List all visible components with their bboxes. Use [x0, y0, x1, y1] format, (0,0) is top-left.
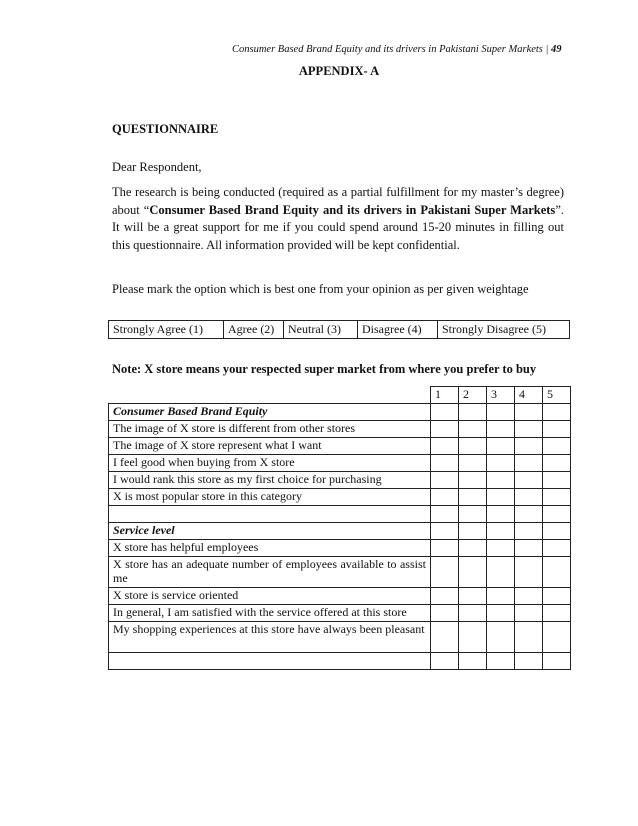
scale-strongly-agree: Strongly Agree (1) — [109, 321, 224, 339]
spacer-cell — [431, 506, 459, 523]
rating-cell-2[interactable] — [459, 472, 487, 489]
rating-col-5: 5 — [543, 387, 571, 404]
spacer-cell — [431, 653, 459, 670]
question-row — [109, 605, 571, 622]
question-row — [109, 472, 571, 489]
intro-bold-title: Consumer Based Brand Equity and its drivers in Pakistani Super Markets — [149, 202, 556, 217]
section-blank-cell — [543, 404, 571, 421]
rating-cell-3[interactable] — [487, 438, 515, 455]
rating-cell-4[interactable] — [515, 438, 543, 455]
section-title-brand-equity: Consumer Based Brand Equity — [109, 404, 431, 421]
rating-cell-3[interactable] — [487, 489, 515, 506]
question-row — [109, 438, 571, 455]
spacer-cell — [543, 653, 571, 670]
section-blank-cell — [431, 404, 459, 421]
rating-cell-4[interactable] — [515, 540, 543, 557]
header-blank-cell — [109, 387, 431, 404]
rating-cell-1[interactable] — [431, 605, 459, 622]
rating-cell-5[interactable] — [543, 472, 571, 489]
rating-cell-5[interactable] — [543, 540, 571, 557]
questionnaire-title: QUESTIONNAIRE — [112, 122, 219, 136]
question-text: In general, I am satisfied with the service offered at this store — [109, 605, 431, 622]
rating-cell-5[interactable] — [543, 421, 571, 438]
rating-cell-5[interactable] — [543, 622, 571, 653]
rating-cell-5[interactable] — [543, 588, 571, 605]
rating-cell-3[interactable] — [487, 455, 515, 472]
question-text: X store is service oriented — [109, 588, 431, 605]
spacer-cell — [459, 506, 487, 523]
rating-cell-2[interactable] — [459, 557, 487, 588]
question-text: The image of X store represent what I want — [109, 438, 431, 455]
rating-header-row — [109, 387, 571, 404]
rating-cell-3[interactable] — [487, 472, 515, 489]
rating-cell-3[interactable] — [487, 605, 515, 622]
rating-cell-4[interactable] — [515, 489, 543, 506]
section-row — [109, 404, 571, 421]
section-row — [109, 523, 571, 540]
appendix-title: APPENDIX- A — [298, 64, 380, 78]
rating-cell-2[interactable] — [459, 588, 487, 605]
rating-cell-2[interactable] — [459, 489, 487, 506]
question-text: X is most popular store in this category — [109, 489, 431, 506]
running-header — [232, 44, 562, 55]
intro-paragraph — [112, 184, 564, 254]
spacer-cell — [515, 506, 543, 523]
rating-scale-legend — [108, 320, 570, 339]
rating-cell-1[interactable] — [431, 438, 459, 455]
section-blank-cell — [459, 523, 487, 540]
rating-cell-4[interactable] — [515, 472, 543, 489]
section-blank-cell — [487, 523, 515, 540]
question-row — [109, 622, 571, 653]
question-row — [109, 540, 571, 557]
section-blank-cell — [515, 523, 543, 540]
section-title-service-level: Service level — [109, 523, 431, 540]
rating-cell-4[interactable] — [515, 588, 543, 605]
scale-strongly-disagree: Strongly Disagree (5) — [438, 321, 570, 339]
rating-cell-5[interactable] — [543, 489, 571, 506]
question-text: My shopping experiences at this store have always been pleasant — [109, 622, 431, 653]
greeting: Dear Respondent, — [112, 160, 202, 174]
rating-cell-3[interactable] — [487, 557, 515, 588]
spacer-row — [109, 506, 571, 523]
rating-cell-1[interactable] — [431, 421, 459, 438]
rating-cell-2[interactable] — [459, 421, 487, 438]
note-text: Note: X store means your respected super market from where you prefer to buy — [112, 362, 537, 376]
spacer-cell — [487, 506, 515, 523]
spacer-cell — [487, 653, 515, 670]
question-row — [109, 455, 571, 472]
rating-cell-2[interactable] — [459, 605, 487, 622]
question-text: X store has an adequate number of employees available to assist me — [109, 557, 431, 588]
rating-cell-4[interactable] — [515, 605, 543, 622]
rating-cell-4[interactable] — [515, 557, 543, 588]
rating-cell-3[interactable] — [487, 421, 515, 438]
rating-cell-4[interactable] — [515, 622, 543, 653]
rating-cell-1[interactable] — [431, 455, 459, 472]
header-separator: | — [545, 44, 549, 55]
running-title: Consumer Based Brand Equity and its drivers in Pakistani Super Markets — [232, 44, 543, 55]
section-blank-cell — [543, 523, 571, 540]
question-row — [109, 421, 571, 438]
rating-cell-1[interactable] — [431, 557, 459, 588]
rating-col-4: 4 — [515, 387, 543, 404]
rating-cell-1[interactable] — [431, 540, 459, 557]
spacer-cell — [109, 653, 431, 670]
scale-agree: Agree (2) — [224, 321, 284, 339]
question-row — [109, 588, 571, 605]
rating-cell-5[interactable] — [543, 455, 571, 472]
section-blank-cell — [459, 404, 487, 421]
rating-cell-4[interactable] — [515, 455, 543, 472]
scale-disagree: Disagree (4) — [358, 321, 438, 339]
rating-cell-3[interactable] — [487, 588, 515, 605]
question-text: I feel good when buying from X store — [109, 455, 431, 472]
rating-cell-1[interactable] — [431, 622, 459, 653]
spacer-row — [109, 653, 571, 670]
page-number: 49 — [551, 44, 562, 55]
question-text: The image of X store is different from other stores — [109, 421, 431, 438]
spacer-cell — [109, 506, 431, 523]
rating-col-2: 2 — [459, 387, 487, 404]
rating-cell-1[interactable] — [431, 472, 459, 489]
spacer-cell — [515, 653, 543, 670]
rating-cell-2[interactable] — [459, 540, 487, 557]
question-row — [109, 557, 571, 588]
spacer-cell — [543, 506, 571, 523]
rating-cell-5[interactable] — [543, 557, 571, 588]
rating-cell-3[interactable] — [487, 622, 515, 653]
question-text: I would rank this store as my first choice for purchasing — [109, 472, 431, 489]
rating-cell-4[interactable] — [515, 421, 543, 438]
rating-col-3: 3 — [487, 387, 515, 404]
question-row — [109, 489, 571, 506]
instruction-text: Please mark the option which is best one from your opinion as per given weightage — [112, 282, 529, 296]
rating-cell-1[interactable] — [431, 588, 459, 605]
rating-cell-2[interactable] — [459, 438, 487, 455]
section-blank-cell — [431, 523, 459, 540]
section-blank-cell — [487, 404, 515, 421]
rating-cell-2[interactable] — [459, 622, 487, 653]
spacer-cell — [459, 653, 487, 670]
rating-cell-2[interactable] — [459, 455, 487, 472]
questionnaire-table — [108, 386, 571, 670]
rating-cell-3[interactable] — [487, 540, 515, 557]
scale-neutral: Neutral (3) — [284, 321, 358, 339]
rating-col-1: 1 — [431, 387, 459, 404]
intro-after: ”. It will be a great support for me if you could spend around 15-20 minutes in filling out this questionnaire. All information provided will be kept confidential. — [112, 202, 564, 252]
rating-cell-5[interactable] — [543, 438, 571, 455]
rating-cell-5[interactable] — [543, 605, 571, 622]
intro-before: The research is being conducted (required as a partial fulfillment for my master’s degree) about “ — [112, 185, 564, 217]
section-blank-cell — [515, 404, 543, 421]
rating-cell-1[interactable] — [431, 489, 459, 506]
question-text: X store has helpful employees — [109, 540, 431, 557]
